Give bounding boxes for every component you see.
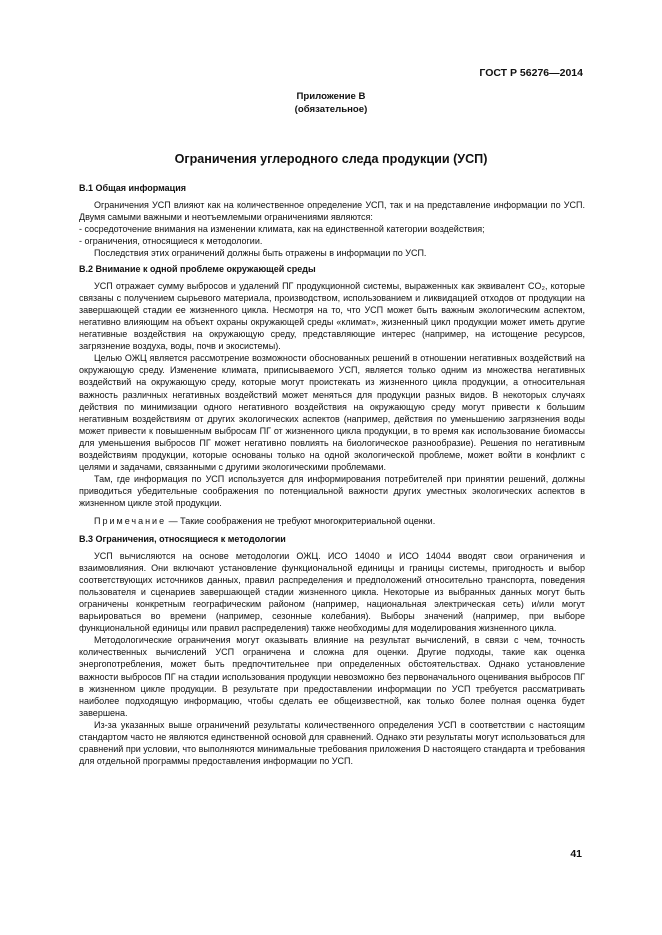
document-body	[79, 182, 585, 767]
section-b3-paragraph-3: Из-за указанных выше ограничений результаты количественного определения УСП в соответствии с настоящим стандартом часто не являются единственной основой для сравнений. Однако эти результаты могут использоваться для сравнений при условии, что выполняются минимальные требования приложения D настоящего стандарта и требования для отдельной программы предоставления информации по УСП.	[79, 719, 585, 767]
section-b3-paragraph-2: Методологические ограничения могут оказывать влияние на результат вычислений, в связи с чем, точность количественных вычислений УСП ограничена и сложна для оценки. Другие подходы, такие как оценка энергопотребления, может быть предпочтительнее при определенных обстоятельствах. Однако установление важности выбросов ПГ на стадии использования продукции невозможно без первоначального оценивания выбросов ПГ в жизненном цикле продукции. В результате при предоставлении информации по УСП требуется рассматривать наиболее подходящую информацию, чтобы сделать ее общеизвестной, как только более полная оценка будет завершена.	[79, 635, 585, 718]
section-b3-heading: В.3 Ограничения, относящиеся к методологии	[79, 533, 286, 544]
document-code: ГОСТ Р 56276—2014	[479, 67, 583, 79]
section-b2-paragraph-3: Там, где информация по УСП используется для информирования потребителей при принятии решений, должны приводиться убедительные соображения по потенциальной важности других уместных экологических аспектов в жизненном цикле этой продукции.	[79, 474, 585, 509]
section-b1-heading: В.1 Общая информация	[79, 183, 186, 193]
section-b1-paragraph-2: Последствия этих ограничений должны быть отражены в информации по УСП.	[94, 248, 427, 259]
note-text: — Такие соображения не требуют многокритериальной оценки.	[166, 516, 436, 527]
appendix-status: (обязательное)	[294, 103, 368, 115]
page-number: 41	[570, 848, 582, 860]
section-b2-paragraph-1: УСП отражает сумму выбросов и удалений ПГ продукционной системы, выраженных как эквивалент CO₂, которые связаны с получением сырьевого материала, производством, использованием и ликвидацией отходов от продукции на завершающей стадии ее жизненного цикла. Несмотря на то, что УСП может быть важным экологическим аспектом, негативно влияющим на объект охраны окружающей среды «климат», жизненный цикл продукции может иметь другие негативные воздействия на окружающую среду, представляющие интерес (например, на истощение ресурсов, загрязнение воздуха, воды, почв и экосистемы).	[79, 280, 585, 352]
section-b1-list-item-1: - сосредоточение внимания на изменении климата, как на единственной категории воздействия;	[79, 224, 485, 235]
section-b3-paragraph-1: УСП вычисляются на основе методологии ОЖЦ. ИСО 14040 и ИСО 14044 вводят свои ограничения и взаимовлияния. Они включают установление функциональной единицы и границы системы, пригодность и выбор соответствующих источников данных, правил распределения и предположений относительно транспорта, поведения пользователя и сценариев завершающей стадии жизненного цикла. Некоторые из выбранных данных могут быть ограничены конкретным географическим районом (например, национальная электрическая сеть) и/или могут варьироваться во времени (например, сезонные колебания). Выборы значений (например, при выборе функциональной единицы или правил распределения) также необходимы для моделирования жизненного цикла.	[79, 550, 585, 634]
appendix-heading	[0, 91, 662, 116]
section-b2-heading: В.2 Внимание к одной проблеме окружающей среды	[79, 263, 316, 274]
section-b1-paragraph-1: Ограничения УСП влияют как на количественное определение УСП, так и на представление информации по УСП. Двумя самыми важными и неотъемлемыми ограничениями являются:	[79, 200, 585, 223]
section-b2-note	[79, 515, 585, 527]
document-title: Ограничения углеродного следа продукции (УСП)	[174, 152, 488, 166]
section-b2-paragraph-2: Целью ОЖЦ является рассмотрение возможности обоснованных решений в отношении негативных воздействий на окружающую среду. Изменение климата, приписываемого УСП, является только одним из множества негативных воздействий на окружающую среду, которые могут проистекать из жизненного цикла продукции, а относительная важность различных негативных воздействий может меняться для продукции разных видов. В некоторых случаях действия по минимизации одного негативного воздействия на окружающую среду могут привести к большим негативным воздействиям от других экологических аспектов (например, действия по уменьшению загрязнения воды может привести к повышенным выбросам ПГ от жизненного цикла продукции, в то время как использование биомассы для уменьшения выбросов ПГ может негативно повлиять на биологическое разнообразие). Решения по негативным воздействиям продукции, которые основаны только на одной экологической проблеме, может войти в конфликт с целями и задачами, связанными с другими экологическими проблемами.	[79, 353, 585, 473]
section-b1-list-item-2: - ограничения, относящиеся к методологии.	[79, 236, 263, 247]
note-label: Примечание	[94, 516, 167, 527]
appendix-title: Приложение В	[296, 91, 366, 102]
